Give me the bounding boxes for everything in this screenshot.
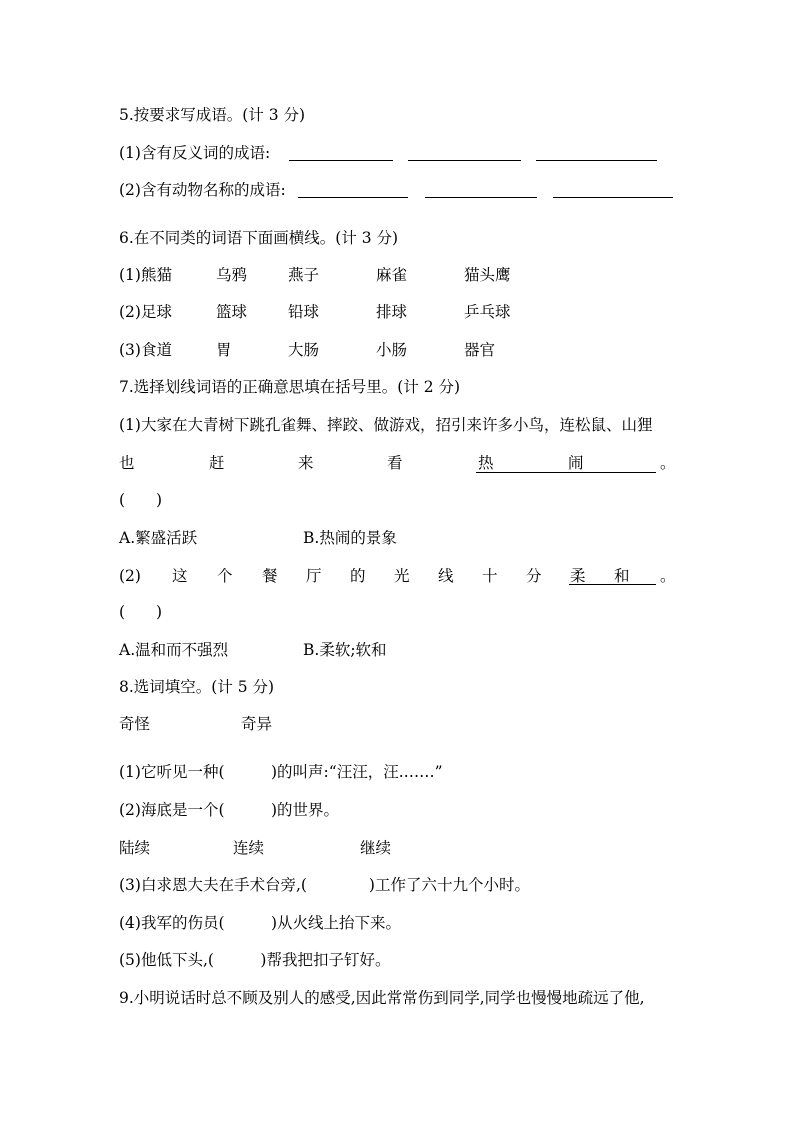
q7-s1-char: 。 [660, 454, 676, 472]
q6-row1-word5: 猫头鹰 [464, 266, 511, 284]
q8-sentence-2: (2)海底是一个( )的世界。 [119, 801, 340, 819]
q8-sentence-4: (4)我军的伤员( )从火线上抬下来。 [119, 914, 402, 932]
q7-title: 7.选择划线词语的正确意思填在括号里。(计 2 分) [119, 378, 461, 396]
q5-item1-label: (1)含有反义词的成语: [119, 144, 271, 162]
q5-item2-blank-2[interactable] [425, 197, 537, 198]
q7-s2-char: 餐 [262, 567, 278, 585]
q8-word-choice: 陆续 [119, 839, 151, 857]
q6-row1-word1: (1)熊猫 [119, 266, 172, 284]
q7-sentence1-line1: (1)大家在大青树下跳孔雀舞、摔跤、做游戏，招引来许多小鸟，连松鼠、山狸 [119, 416, 653, 434]
q8-title: 8.选词填空。(计 5 分) [119, 678, 275, 696]
q6-row3-word5: 器官 [464, 341, 496, 359]
q7-s2-underlined-char: 柔 [570, 567, 586, 585]
q7-s1-underlined-char: 热 [478, 454, 494, 472]
q7-s2-option-a: A.温和而不强烈 [119, 641, 229, 659]
q8-word-choice: 奇异 [241, 715, 273, 733]
q7-s2-char: 这 [172, 567, 188, 585]
q7-s1-option-a: A.繁盛活跃 [119, 529, 198, 547]
q7-s1-underline [476, 472, 656, 473]
q9-line1: 9.小明说话时总不顾及别人的感受,因此常常伤到同学,同学也慢慢地疏远了他, [119, 989, 645, 1007]
q7-s2-char: (2) [119, 567, 141, 585]
q7-s1-char: 也 [119, 454, 135, 472]
q5-item1-blank-1[interactable] [289, 160, 393, 161]
q6-row3-word2: 胃 [216, 341, 232, 359]
q6-row2-word1: (2)足球 [119, 303, 172, 321]
q8-sentence-3: (3)白求恩大夫在手术台旁,( )工作了六十九个小时。 [119, 876, 530, 894]
q6-row2-word5: 乒乓球 [464, 303, 511, 321]
q7-s2-answer-paren[interactable]: ( ) [119, 603, 163, 621]
q7-s1-char: 赶 [209, 454, 225, 472]
q6-row1-word2: 乌鸦 [216, 266, 248, 284]
q7-s2-char: 的 [350, 567, 366, 585]
q7-s2-char: 光 [394, 567, 410, 585]
q5-item1-blank-2[interactable] [408, 160, 521, 161]
q8-sentence-1: (1)它听见一种( )的叫声:“汪汪，汪.……” [119, 763, 443, 781]
q7-s1-char: 看 [387, 454, 403, 472]
q6-row1-word4: 麻雀 [376, 266, 408, 284]
q5-item2-label: (2)含有动物名称的成语: [119, 181, 286, 199]
q8-word-choice: 连续 [233, 839, 265, 857]
q7-s1-char: 来 [298, 454, 314, 472]
q7-s2-option-b: B.柔软;软和 [303, 641, 387, 659]
q8-word-choice: 奇怪 [119, 715, 151, 733]
q6-title: 6.在不同类的词语下面画横线。(计 3 分) [119, 229, 399, 247]
q7-s1-underlined-char: 闹 [568, 454, 584, 472]
q7-s2-char: 个 [217, 567, 233, 585]
q6-row3-word1: (3)食道 [119, 341, 172, 359]
q5-item2-blank-1[interactable] [298, 197, 408, 198]
q6-row2-word3: 铅球 [288, 303, 320, 321]
q7-s1-option-b: B.热闹的景象 [303, 529, 397, 547]
q7-s2-underlined-char: 和 [614, 567, 630, 585]
q8-sentence-5: (5)他低下头,( )帮我把扣子钉好。 [119, 951, 391, 969]
q8-word-choice: 继续 [360, 839, 392, 857]
q6-row2-word4: 排球 [376, 303, 408, 321]
q7-s2-char: 。 [660, 567, 676, 585]
q7-s2-char: 厅 [306, 567, 322, 585]
q7-s2-char: 线 [438, 567, 454, 585]
q5-title: 5.按要求写成语。(计 3 分) [119, 106, 306, 124]
q5-item1-blank-3[interactable] [536, 160, 657, 161]
q7-s2-char: 分 [526, 567, 542, 585]
q5-item2-blank-3[interactable] [553, 197, 673, 198]
q6-row2-word2: 篮球 [216, 303, 248, 321]
q6-row3-word3: 大肠 [288, 341, 320, 359]
q7-s1-answer-paren[interactable]: ( ) [119, 491, 163, 509]
q7-s2-char: 十 [482, 567, 498, 585]
q6-row1-word3: 燕子 [288, 266, 320, 284]
q6-row3-word4: 小肠 [376, 341, 408, 359]
